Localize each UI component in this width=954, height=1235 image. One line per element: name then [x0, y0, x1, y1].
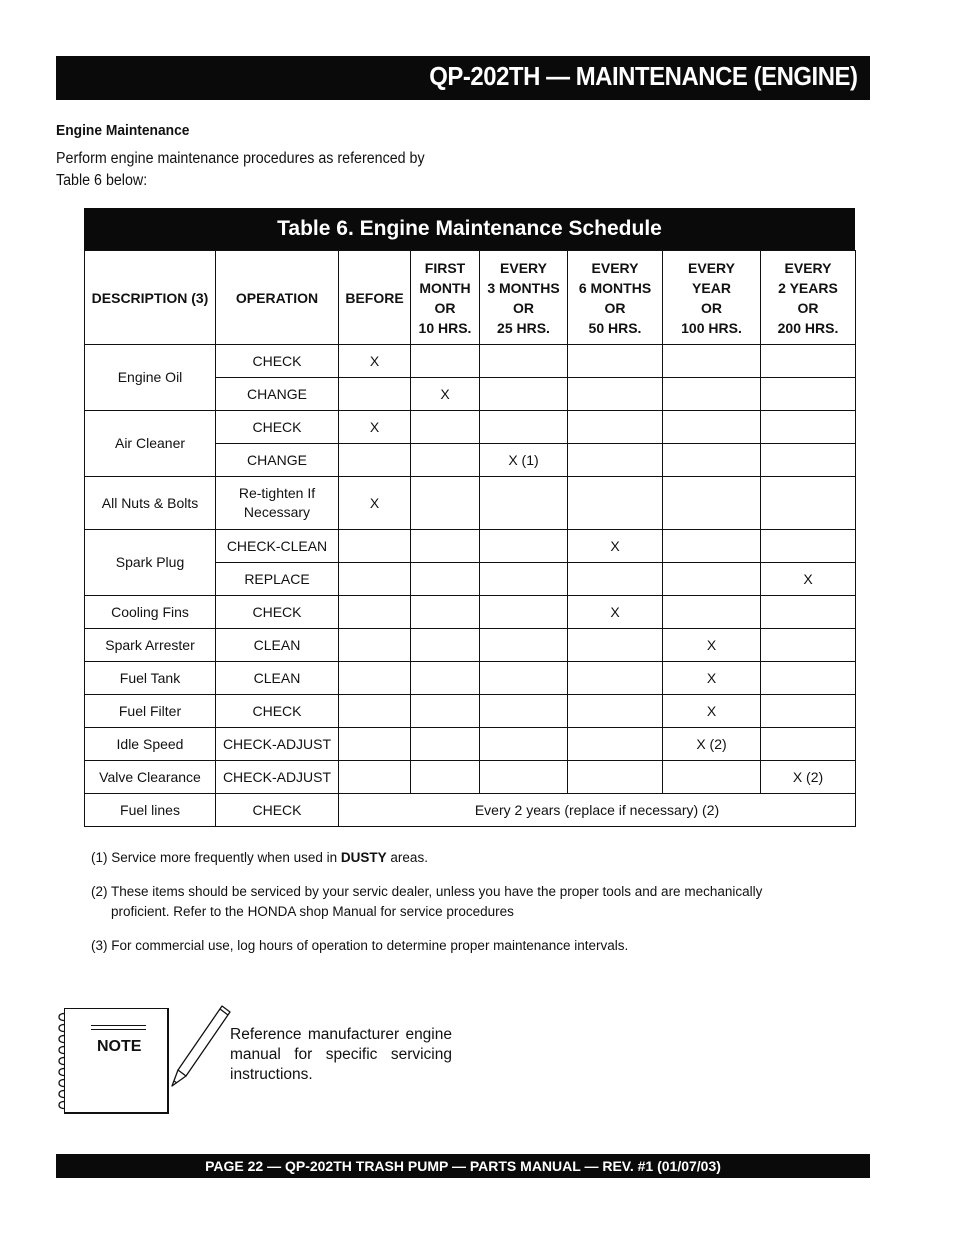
cell-first-month	[411, 728, 480, 761]
cell-before	[339, 596, 411, 629]
cell-first-month	[411, 477, 480, 530]
footnote-1-tail: areas.	[390, 850, 428, 865]
cell-year	[663, 477, 761, 530]
cell-6-months	[568, 345, 663, 378]
cell-operation: CHECK	[216, 596, 339, 629]
cell-2-years: X	[761, 563, 856, 596]
col-header-description: DESCRIPTION (3)	[85, 251, 216, 345]
cell-6-months	[568, 444, 663, 477]
col-header-2-years	[761, 251, 856, 345]
footnote-1-text: (1) Service more frequently when used in	[91, 850, 338, 865]
cell-6-months	[568, 695, 663, 728]
footnote-3: (3) For commercial use, log hours of operation to determine proper maintenance intervals.	[91, 938, 629, 953]
cell-description: Idle Speed	[85, 728, 216, 761]
cell-before: X	[339, 411, 411, 444]
cell-year	[663, 761, 761, 794]
schedule-grid	[84, 250, 856, 827]
cell-first-month	[411, 345, 480, 378]
cell-first-month	[411, 563, 480, 596]
cell-3-months	[480, 530, 568, 563]
cell-before	[339, 728, 411, 761]
cell-operation: CHECK-CLEAN	[216, 530, 339, 563]
cell-year: X	[663, 629, 761, 662]
page-header-bar	[56, 56, 870, 100]
col-header-6-months	[568, 251, 663, 345]
col-header-operation: OPERATION	[216, 251, 339, 345]
cell-year: X	[663, 662, 761, 695]
cell-2-years	[761, 629, 856, 662]
cell-3-months	[480, 345, 568, 378]
cell-6-months	[568, 662, 663, 695]
cell-description: Fuel Filter	[85, 695, 216, 728]
cell-operation: CHANGE	[216, 444, 339, 477]
cell-first-month	[411, 530, 480, 563]
table-row	[85, 761, 856, 794]
cell-2-years	[761, 378, 856, 411]
cell-2-years: X (2)	[761, 761, 856, 794]
cell-3-months	[480, 761, 568, 794]
footnote-1-emphasis: DUSTY	[340, 850, 387, 865]
cell-3-months	[480, 596, 568, 629]
header-line: OR	[797, 299, 819, 316]
header-line: OR	[701, 299, 722, 316]
cell-description: Engine Oil	[85, 345, 216, 411]
header-line: EVERY	[688, 259, 735, 276]
cell-6-months	[568, 411, 663, 444]
header-line: OR	[513, 299, 534, 316]
header-line: 50 HRS.	[588, 319, 642, 336]
header-line: YEAR	[692, 279, 731, 296]
cell-description: Air Cleaner	[85, 411, 216, 477]
cell-before	[339, 530, 411, 563]
cell-before	[339, 378, 411, 411]
cell-first-month	[411, 596, 480, 629]
cell-operation: CHECK	[216, 695, 339, 728]
cell-3-months	[480, 477, 568, 530]
header-line: MONTH	[419, 279, 471, 296]
cell-operation: CHECK	[216, 411, 339, 444]
cell-first-month	[411, 444, 480, 477]
table-row	[85, 411, 856, 444]
cell-2-years	[761, 530, 856, 563]
cell-3-months: X (1)	[480, 444, 568, 477]
cell-first-month	[411, 695, 480, 728]
cell-6-months: X	[568, 530, 663, 563]
operation-line: Necessary	[243, 504, 311, 520]
cell-year	[663, 530, 761, 563]
section-heading: Engine Maintenance	[56, 122, 190, 139]
header-line: 25 HRS.	[497, 319, 550, 336]
cell-merged-note: Every 2 years (replace if necessary) (2)	[339, 794, 856, 827]
header-line: 3 MONTHS	[487, 279, 560, 296]
cell-2-years	[761, 411, 856, 444]
cell-2-years	[761, 345, 856, 378]
page-title: QP-202TH — MAINTENANCE (ENGINE)	[429, 61, 858, 91]
cell-first-month	[411, 411, 480, 444]
cell-operation: CHECK	[216, 345, 339, 378]
cell-2-years	[761, 596, 856, 629]
intro-paragraph: Perform engine maintenance procedures as referenced by Table 6 below:	[56, 150, 425, 189]
cell-year	[663, 411, 761, 444]
cell-operation: CHECK	[216, 794, 339, 827]
cell-6-months	[568, 629, 663, 662]
cell-6-months	[568, 477, 663, 530]
cell-first-month	[411, 629, 480, 662]
cell-3-months	[480, 563, 568, 596]
header-line: 10 HRS.	[418, 319, 472, 336]
cell-2-years	[761, 695, 856, 728]
footer-text: PAGE 22 — QP-202TH TRASH PUMP — PARTS MANUAL — REV. #1 (01/07/03)	[205, 1158, 721, 1174]
col-header-first-month	[411, 251, 480, 345]
table-row	[85, 629, 856, 662]
cell-3-months	[480, 411, 568, 444]
note-pad-rule	[91, 1025, 146, 1026]
note-text: Reference manufacturer engine manual for specific servicing instructions.	[230, 1026, 452, 1083]
cell-first-month	[411, 662, 480, 695]
note-pad-icon	[64, 1008, 169, 1114]
cell-operation: CLEAN	[216, 662, 339, 695]
cell-description: Valve Clearance	[85, 761, 216, 794]
header-line: 200 HRS.	[777, 319, 839, 336]
cell-first-month	[411, 761, 480, 794]
cell-3-months	[480, 662, 568, 695]
pencil-icon	[168, 1002, 234, 1090]
maintenance-table	[84, 208, 855, 827]
cell-2-years	[761, 662, 856, 695]
cell-before	[339, 761, 411, 794]
note-label: NOTE	[97, 1038, 142, 1055]
cell-description: All Nuts & Bolts	[85, 477, 216, 530]
cell-3-months	[480, 629, 568, 662]
header-line: EVERY	[500, 259, 547, 276]
header-line: OR	[434, 299, 456, 316]
cell-year: X	[663, 695, 761, 728]
cell-3-months	[480, 728, 568, 761]
cell-2-years	[761, 477, 856, 530]
header-line: 2 YEARS	[778, 279, 838, 296]
cell-first-month: X	[411, 378, 480, 411]
cell-year	[663, 444, 761, 477]
header-line: FIRST	[424, 259, 466, 276]
cell-before	[339, 563, 411, 596]
col-header-year	[663, 251, 761, 345]
header-line: 6 MONTHS	[578, 279, 652, 296]
cell-operation: CHECK-ADJUST	[216, 761, 339, 794]
cell-before	[339, 444, 411, 477]
table-row	[85, 477, 856, 530]
col-header-3-months	[480, 251, 568, 345]
cell-3-months	[480, 695, 568, 728]
header-row	[85, 251, 856, 345]
col-header-before: BEFORE	[339, 251, 411, 345]
footnote-2	[91, 882, 811, 922]
footnote-2-line2: proficient. Refer to the HONDA shop Manual for service procedures	[111, 904, 514, 919]
cell-before	[339, 695, 411, 728]
page-footer-bar	[56, 1154, 870, 1178]
table-row	[85, 794, 856, 827]
cell-operation: REPLACE	[216, 563, 339, 596]
cell-before	[339, 629, 411, 662]
table-row	[85, 662, 856, 695]
table-row	[85, 728, 856, 761]
cell-description: Fuel lines	[85, 794, 216, 827]
cell-6-months: X	[568, 596, 663, 629]
header-line: 100 HRS.	[681, 319, 742, 336]
footnote-1	[91, 848, 811, 868]
cell-operation: CLEAN	[216, 629, 339, 662]
table-row	[85, 695, 856, 728]
table-caption: Table 6. Engine Maintenance Schedule	[84, 208, 855, 250]
cell-6-months	[568, 728, 663, 761]
table-row	[85, 530, 856, 563]
header-line: OR	[604, 299, 626, 316]
cell-year: X (2)	[663, 728, 761, 761]
cell-operation: CHECK-ADJUST	[216, 728, 339, 761]
cell-6-months	[568, 761, 663, 794]
header-line: EVERY	[591, 259, 639, 276]
cell-year	[663, 345, 761, 378]
footnote-2-line1: (2) These items should be serviced by your servic dealer, unless you have the proper tools and are mechanically	[91, 884, 763, 899]
table-row	[85, 345, 856, 378]
cell-before	[339, 662, 411, 695]
cell-2-years	[761, 444, 856, 477]
cell-6-months	[568, 378, 663, 411]
cell-operation: CHANGE	[216, 378, 339, 411]
cell-description: Fuel Tank	[85, 662, 216, 695]
note-pad-rule	[91, 1029, 146, 1030]
header-line: EVERY	[784, 259, 832, 276]
cell-3-months	[480, 378, 568, 411]
cell-2-years	[761, 728, 856, 761]
cell-year	[663, 378, 761, 411]
cell-before: X	[339, 345, 411, 378]
cell-year	[663, 563, 761, 596]
footnotes	[91, 848, 811, 970]
cell-description: Cooling Fins	[85, 596, 216, 629]
cell-operation	[216, 477, 339, 530]
cell-description: Spark Arrester	[85, 629, 216, 662]
table-row	[85, 596, 856, 629]
cell-6-months	[568, 563, 663, 596]
cell-description: Spark Plug	[85, 530, 216, 596]
cell-before: X	[339, 477, 411, 530]
cell-year	[663, 596, 761, 629]
operation-line: Re-tighten If	[238, 485, 316, 501]
